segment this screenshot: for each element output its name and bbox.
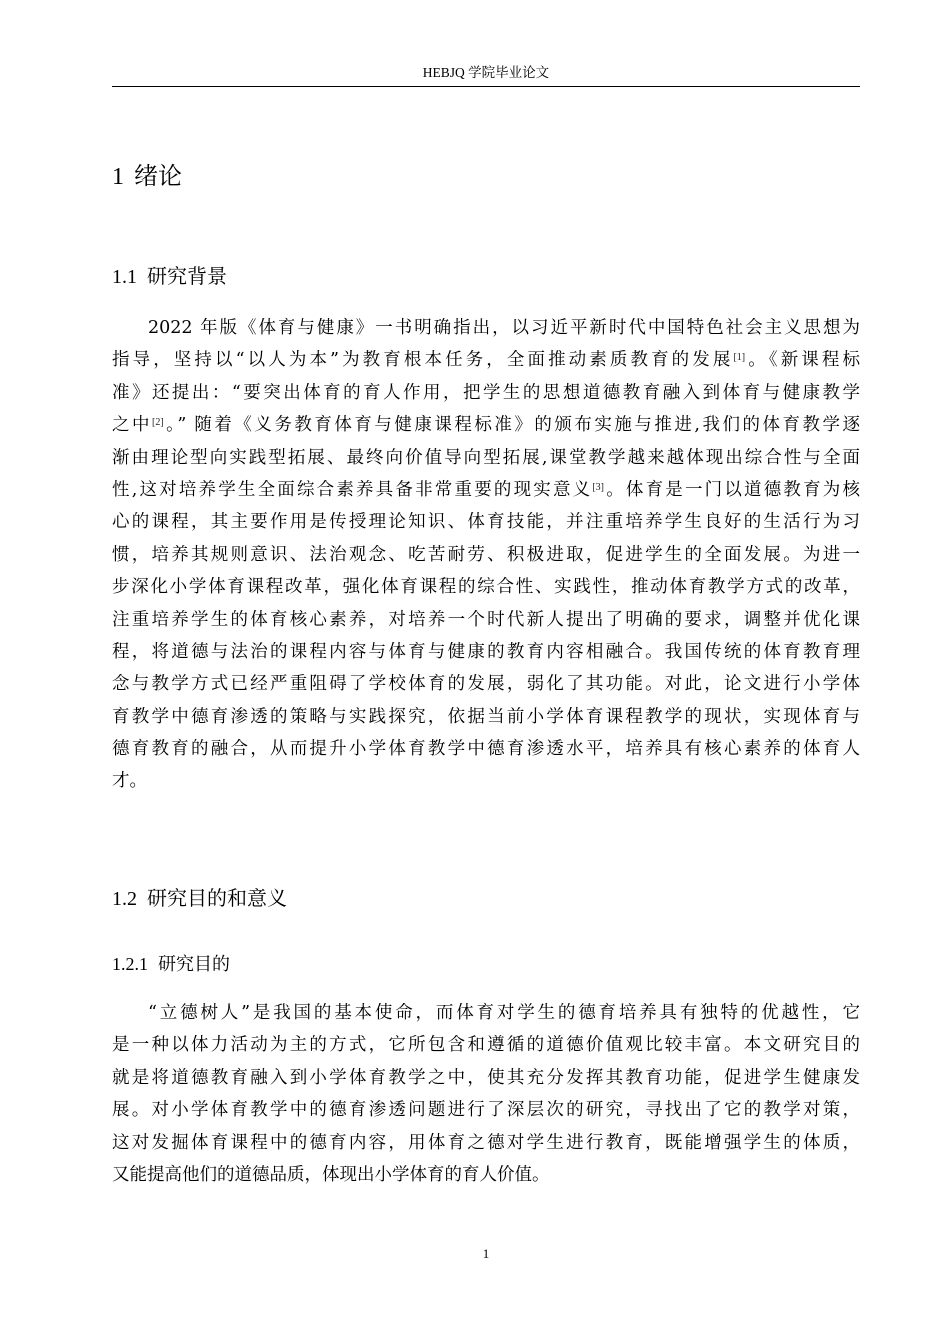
paragraph-line: [112, 409, 860, 441]
paragraph-purpose: [112, 997, 860, 1191]
chapter-title: 绪论: [134, 162, 182, 190]
paragraph-line: 2022 年版《体育与健康》一书明确指出，以习近平新时代中国特色社会主义思想为: [148, 318, 860, 338]
paragraph-text: 。” 随着《义务教育体育与健康课程标准》的颁布实施与推进,我们的体育教学逐: [163, 415, 860, 436]
paragraph-line: 念与教学方式已经严重阻碍了学校体育的发展，弱化了其功能。对此，论文进行小学体: [112, 674, 860, 695]
paragraph-line: 又能提高他们的道德品质，体现出小学体育的育人价值。: [112, 1164, 550, 1185]
paragraph-line: 就是将道德教育融入到小学体育教学之中，使其充分发挥其教育功能，促进学生健康发: [112, 1067, 860, 1088]
paragraph-line: 惯，培养其规则意识、法治观念、吃苦耐劳、积极进取，促进学生的全面发展。为进一: [112, 544, 860, 565]
header-rule: [112, 86, 860, 87]
paragraph-line: 心的课程，其主要作用是传授理论知识、体育技能，并注重培养学生良好的生活行为习: [112, 512, 860, 533]
section-title: 研究目的和意义: [147, 886, 287, 910]
paragraph-text: 性,这对培养学生全面综合素养具备非常重要的现实意义: [112, 479, 593, 500]
paragraph-line: 渐由理论型向实践型拓展、最终向价值导向型拓展,课堂教学越来越体现出综合性与全面: [112, 447, 860, 468]
section-number: 1.1: [112, 266, 137, 288]
chapter-number: 1: [112, 164, 124, 190]
paragraph-line: 程，将道德与法治的课程内容与体育与健康的教育内容相融合。我国传统的体育教育理: [112, 641, 860, 662]
subsection-number: 1.2.1: [112, 954, 148, 974]
paragraph-line: [112, 474, 860, 506]
paragraph-line: [112, 344, 860, 376]
paragraph-text: 。体育是一门以道德教育为核: [604, 479, 861, 500]
paragraph-text: 之中: [112, 415, 152, 436]
section-number: 1.2: [112, 888, 137, 910]
citation-ref[interactable]: [2]: [152, 417, 164, 429]
page-number: 1: [482, 1246, 490, 1261]
paragraph-line: 育教学中德育渗透的策略与实践探究，依据当前小学体育课程教学的现状，实现体育与: [112, 706, 860, 727]
paragraph-line: 注重培养学生的体育核心素养，对培养一个时代新人提出了明确的要求，调整并优化课: [112, 609, 860, 630]
running-header: HEBJQ 学院毕业论文: [422, 65, 550, 80]
paragraph-line: 才。: [112, 771, 147, 792]
paragraph-line: 是一种以体力活动为主的方式，它所包含和遵循的道德价值观比较丰富。本文研究目的: [112, 1035, 860, 1056]
citation-ref[interactable]: [1]: [733, 352, 746, 364]
paragraph-line: 步深化小学体育课程改革，强化体育课程的综合性、实践性，推动体育教学方式的改革，: [112, 577, 860, 598]
paragraph-background: [112, 312, 860, 798]
paragraph-line: 这对发掘体育课程中的德育内容，用体育之德对学生进行教育，既能增强学生的体质，: [112, 1132, 860, 1153]
subsection-title: 研究目的: [158, 954, 230, 975]
paragraph-line: “立德树人”是我国的基本使命，而体育对学生的德育培养具有独特的优越性，它: [148, 1003, 860, 1023]
section-heading-1-1: [112, 260, 227, 293]
paragraph-text: 指导，坚持以“以人为本”为教育根本任务，全面推动素质教育的发展: [112, 350, 734, 371]
paragraph-line: 德育教育的融合，从而提升小学体育教学中德育渗透水平，培养具有核心素养的体育人: [112, 739, 860, 760]
paragraph-text: 。《新课程标: [745, 350, 860, 371]
chapter-heading: [112, 158, 182, 195]
paragraph-line: 展。对小学体育教学中的德育渗透问题进行了深层次的研究，寻找出了它的教学对策，: [112, 1100, 860, 1121]
section-heading-1-2: [112, 882, 287, 915]
section-title: 研究背景: [147, 264, 227, 288]
citation-ref[interactable]: [3]: [592, 481, 605, 493]
subsection-heading-1-2-1: [112, 949, 230, 980]
paragraph-line: 准》还提出：“要突出体育的育人作用，把学生的思想道德教育融入到体育与健康教学: [112, 382, 860, 403]
